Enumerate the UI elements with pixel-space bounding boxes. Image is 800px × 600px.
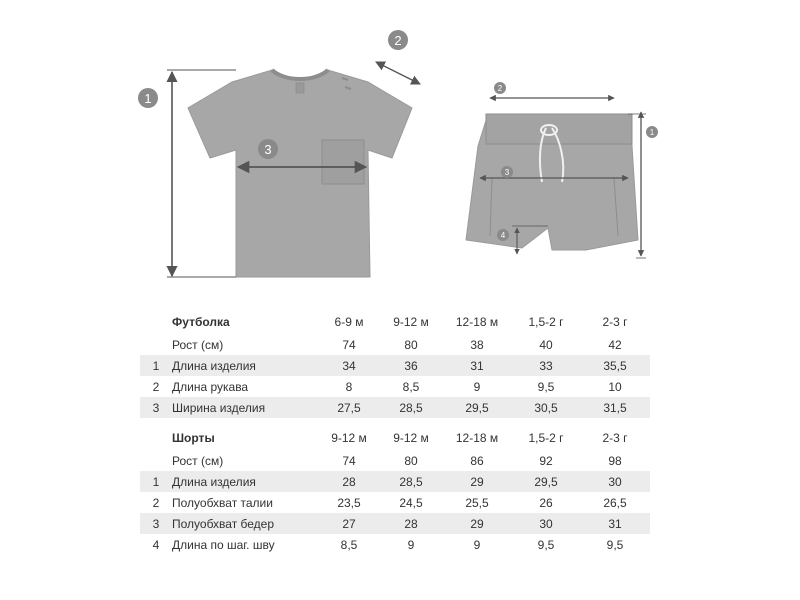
row-label: Длина по шаг. шву — [172, 537, 275, 552]
cell-value: 74 — [342, 337, 356, 352]
cell-value: 36 — [380, 355, 442, 376]
cell-value: 26 — [539, 495, 553, 510]
size-header: 1,5-2 г — [528, 315, 564, 329]
shorts-illustration — [466, 82, 658, 258]
cell-value: 40 — [539, 337, 553, 352]
row-label: Полуобхват талии — [172, 495, 273, 510]
tshirt-body — [188, 70, 412, 277]
row-label: Полуобхват бедер — [172, 513, 318, 534]
table-row — [140, 450, 650, 471]
cell-value: 9 — [473, 379, 481, 394]
cell-value: 31 — [442, 355, 512, 376]
cell-value: 74 — [342, 453, 356, 468]
cell-value: 8 — [345, 379, 353, 394]
tshirt-marker-1-label: 1 — [144, 91, 152, 106]
table-row — [140, 492, 650, 513]
cell-value: 30,5 — [512, 397, 580, 418]
size-header: 9-12 м — [393, 315, 429, 329]
shorts-marker-4-label: 4 — [500, 231, 506, 240]
tshirt-table-title: Футболка — [172, 315, 230, 329]
tshirt-sleeve-line — [376, 62, 420, 84]
cell-value: 9,5 — [537, 537, 555, 552]
cell-value: 27,5 — [318, 397, 380, 418]
row-label: Длина изделия — [172, 471, 318, 492]
size-header: 9-12 м — [393, 431, 429, 445]
row-label: Ширина изделия — [172, 397, 318, 418]
row-number: 1 — [140, 355, 172, 376]
table-row — [140, 355, 650, 376]
row-number: 3 — [140, 513, 172, 534]
row-number: 2 — [152, 495, 160, 510]
row-number: 4 — [152, 537, 160, 552]
tshirt-marker-2-label: 2 — [394, 33, 402, 48]
size-header: 12-18 м — [455, 315, 499, 329]
size-header: 12-18 м — [455, 431, 499, 445]
cell-value: 42 — [608, 337, 622, 352]
cell-value: 86 — [470, 453, 484, 468]
cell-value: 31,5 — [580, 397, 650, 418]
cell-value: 23,5 — [337, 495, 361, 510]
cell-value: 25,5 — [465, 495, 489, 510]
cell-value: 9 — [407, 537, 415, 552]
table-row — [140, 376, 650, 397]
shorts-size-table — [140, 426, 650, 555]
cell-value: 24,5 — [399, 495, 423, 510]
cell-value: 10 — [608, 379, 622, 394]
table-row — [140, 397, 650, 418]
shorts-marker-3-label: 3 — [504, 168, 510, 177]
cell-value: 29,5 — [512, 471, 580, 492]
row-label: Длина изделия — [172, 355, 318, 376]
cell-value: 29,5 — [442, 397, 512, 418]
tshirt-illustration — [138, 30, 420, 277]
shorts-table-header — [140, 426, 650, 450]
cell-value: 38 — [470, 337, 484, 352]
cell-value: 9,5 — [606, 537, 624, 552]
cell-value: 28,5 — [380, 397, 442, 418]
row-label: Длина рукава — [172, 379, 249, 394]
cell-value: 30 — [512, 513, 580, 534]
table-row — [140, 334, 650, 355]
cell-value: 9 — [473, 537, 481, 552]
cell-value: 9,5 — [537, 379, 555, 394]
cell-value: 26,5 — [603, 495, 627, 510]
row-number: 3 — [140, 397, 172, 418]
row-label: Рост (см) — [172, 337, 224, 352]
size-header: 1,5-2 г — [528, 431, 564, 445]
row-number: 1 — [140, 471, 172, 492]
shorts-marker-1-label: 1 — [649, 128, 655, 137]
cell-value: 8,5 — [340, 537, 358, 552]
table-row — [140, 471, 650, 492]
size-header: 6-9 м — [334, 315, 364, 329]
tshirt-pocket — [322, 140, 364, 184]
cell-value: 28,5 — [380, 471, 442, 492]
tshirt-marker-3-label: 3 — [264, 142, 272, 157]
size-header: 2-3 г — [602, 431, 628, 445]
cell-value: 8,5 — [402, 379, 420, 394]
tshirt-size-table — [140, 310, 650, 418]
table-row — [140, 513, 650, 534]
cell-value: 34 — [318, 355, 380, 376]
cell-value: 29 — [442, 471, 512, 492]
row-number — [140, 334, 172, 355]
cell-value: 80 — [404, 453, 418, 468]
size-header: 2-3 г — [602, 315, 628, 329]
row-number: 2 — [152, 379, 160, 394]
shorts-waistband — [486, 114, 632, 144]
cell-value: 30 — [580, 471, 650, 492]
shorts-table-title: Шорты — [172, 431, 215, 445]
size-header: 9-12 м — [331, 431, 367, 445]
cell-value: 33 — [512, 355, 580, 376]
cell-value: 28 — [380, 513, 442, 534]
shorts-marker-2-label: 2 — [497, 84, 503, 93]
cell-value: 31 — [580, 513, 650, 534]
cell-value: 35,5 — [580, 355, 650, 376]
cell-value: 29 — [442, 513, 512, 534]
cell-value: 80 — [404, 337, 418, 352]
cell-value: 28 — [318, 471, 380, 492]
row-label: Рост (см) — [172, 453, 224, 468]
row-number — [140, 450, 172, 471]
cell-value: 27 — [318, 513, 380, 534]
tshirt-table-header — [140, 310, 650, 334]
cell-value: 98 — [608, 453, 622, 468]
table-row — [140, 534, 650, 555]
cell-value: 92 — [539, 453, 553, 468]
